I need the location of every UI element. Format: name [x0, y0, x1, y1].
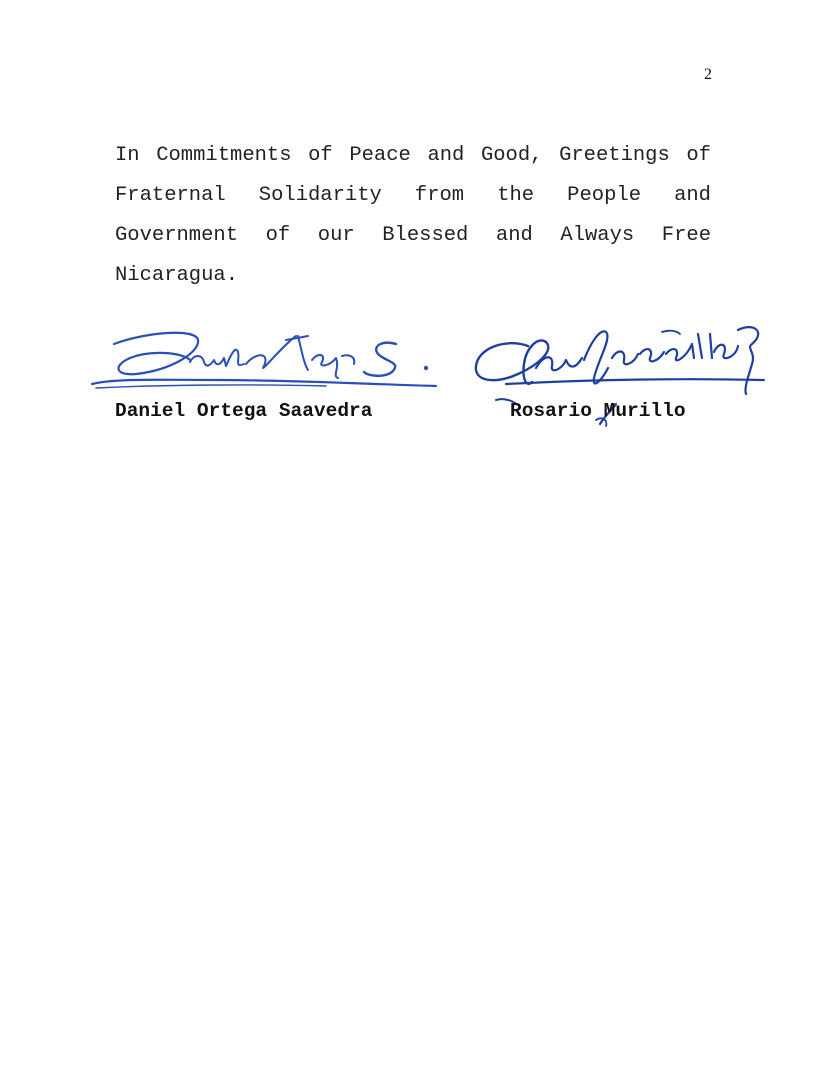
page-number: 2: [704, 66, 712, 83]
signatory-name-rosario-murillo: Rosario Murillo: [510, 400, 686, 422]
signatory-name-daniel-ortega: Daniel Ortega Saavedra: [115, 400, 373, 422]
closing-paragraph: In Commitments of Peace and Good, Greetings of Fraternal Solidarity from the People and Government of our Blessed and Always Free Nicaragua.: [115, 144, 711, 287]
handwritten-signature-icon: [86, 322, 442, 402]
